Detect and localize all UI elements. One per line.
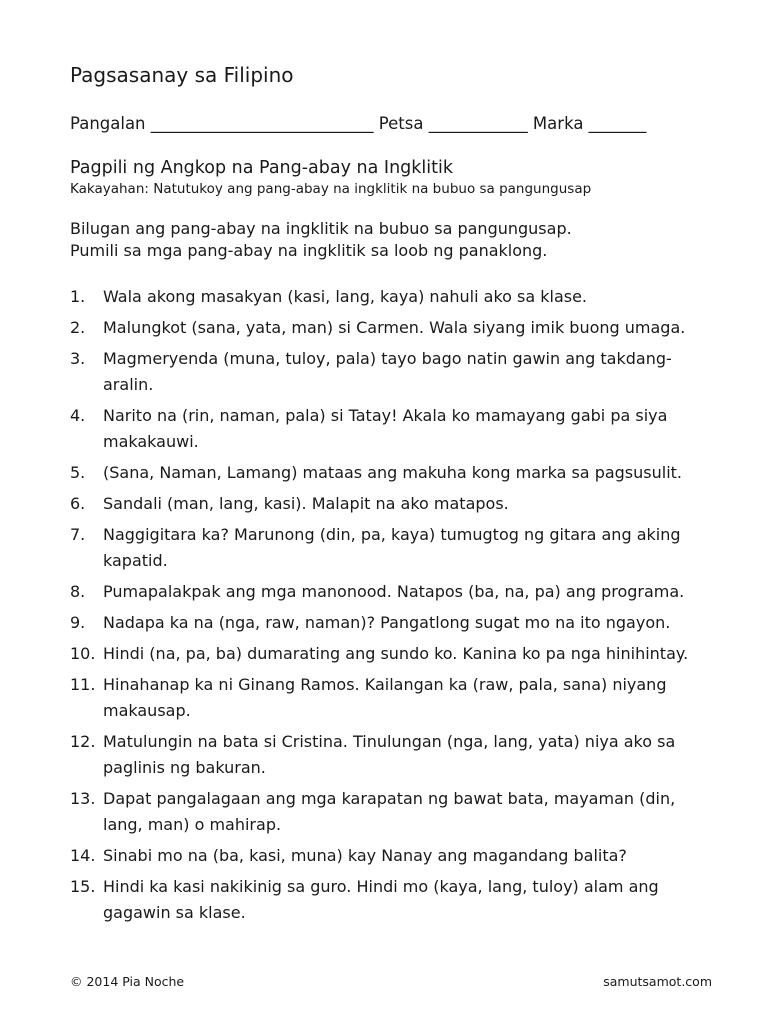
item-number: 5.	[70, 463, 86, 482]
item-number: 2.	[70, 318, 86, 337]
item-text: Matulungin na bata si Cristina. Tinulungan (nga, lang, yata) niya ako sa paglinis ng bakuran.	[103, 732, 676, 777]
item-number: 6.	[70, 494, 86, 513]
instructions	[70, 218, 572, 262]
item-text: Nadapa ka na (nga, raw, naman)? Pangatlong sugat mo na ito ngayon.	[103, 613, 671, 632]
website-text: samutsamot.com	[603, 974, 712, 989]
item-text: Narito na (rin, naman, pala) si Tatay! Akala ko mamayang gabi pa siya makakauwi.	[103, 406, 668, 451]
list-item	[70, 403, 718, 455]
instruction-line-2: Pumili sa mga pang-abay na ingklitik sa loob ng panaklong.	[70, 241, 548, 260]
page-title: Pagsasanay sa Filipino	[70, 63, 294, 87]
item-number: 1.	[70, 287, 86, 306]
list-item	[70, 315, 718, 341]
student-info-row: Pangalan ___________________________ Petsa ____________ Marka _______	[70, 114, 647, 133]
list-item	[70, 346, 718, 398]
list-item	[70, 522, 718, 574]
item-number: 15.	[70, 877, 96, 896]
item-text: Sinabi mo na (ba, kasi, muna) kay Nanay ang magandang balita?	[103, 846, 627, 865]
list-item	[70, 579, 718, 605]
item-number: 7.	[70, 525, 86, 544]
item-text: Naggigitara ka? Marunong (din, pa, kaya) tumugtog ng gitara ang aking kapatid.	[103, 525, 681, 570]
item-text: Malungkot (sana, yata, man) si Carmen. Wala siyang imik buong umaga.	[103, 318, 686, 337]
exercise-list	[70, 284, 718, 931]
item-text: Sandali (man, lang, kasi). Malapit na ako matapos.	[103, 494, 509, 513]
item-number: 9.	[70, 613, 86, 632]
list-item	[70, 786, 718, 838]
item-text: (Sana, Naman, Lamang) mataas ang makuha kong marka sa pagsusulit.	[103, 463, 683, 482]
item-number: 14.	[70, 846, 96, 865]
worksheet-page	[70, 0, 718, 1024]
instruction-line-1: Bilugan ang pang-abay na ingklitik na bubuo sa pangungusap.	[70, 219, 572, 238]
section-title: Pagpili ng Angkop na Pang-abay na Ingklitik	[70, 158, 453, 178]
list-item	[70, 491, 718, 517]
copyright-text: © 2014 Pia Noche	[70, 974, 185, 989]
item-text: Hinahanap ka ni Ginang Ramos. Kailangan ka (raw, pala, sana) niyang makausap.	[103, 675, 667, 720]
list-item	[70, 641, 718, 667]
item-text: Dapat pangalagaan ang mga karapatan ng bawat bata, mayaman (din, lang, man) o mahirap.	[103, 789, 676, 834]
list-item	[70, 284, 718, 310]
item-number: 11.	[70, 675, 96, 694]
item-number: 10.	[70, 644, 96, 663]
list-item	[70, 460, 718, 486]
list-item	[70, 672, 718, 724]
item-text: Magmeryenda (muna, tuloy, pala) tayo bago natin gawin ang takdang-aralin.	[103, 349, 672, 394]
list-item	[70, 729, 718, 781]
item-number: 4.	[70, 406, 86, 425]
item-text: Hindi ka kasi nakikinig sa guro. Hindi mo (kaya, lang, tuloy) alam ang gagawin sa klase.	[103, 877, 659, 922]
item-number: 13.	[70, 789, 96, 808]
item-text: Pumapalakpak ang mga manonood. Natapos (ba, na, pa) ang programa.	[103, 582, 685, 601]
list-item	[70, 843, 718, 869]
skill-description: Kakayahan: Natutukoy ang pang-abay na ingklitik na bubuo sa pangungusap	[70, 181, 592, 197]
item-text: Hindi (na, pa, ba) dumarating ang sundo ko. Kanina ko pa nga hinihintay.	[103, 644, 689, 663]
item-number: 8.	[70, 582, 86, 601]
item-number: 12.	[70, 732, 96, 751]
item-text: Wala akong masakyan (kasi, lang, kaya) nahuli ako sa klase.	[103, 287, 588, 306]
item-number: 3.	[70, 349, 86, 368]
list-item	[70, 610, 718, 636]
list-item	[70, 874, 718, 926]
